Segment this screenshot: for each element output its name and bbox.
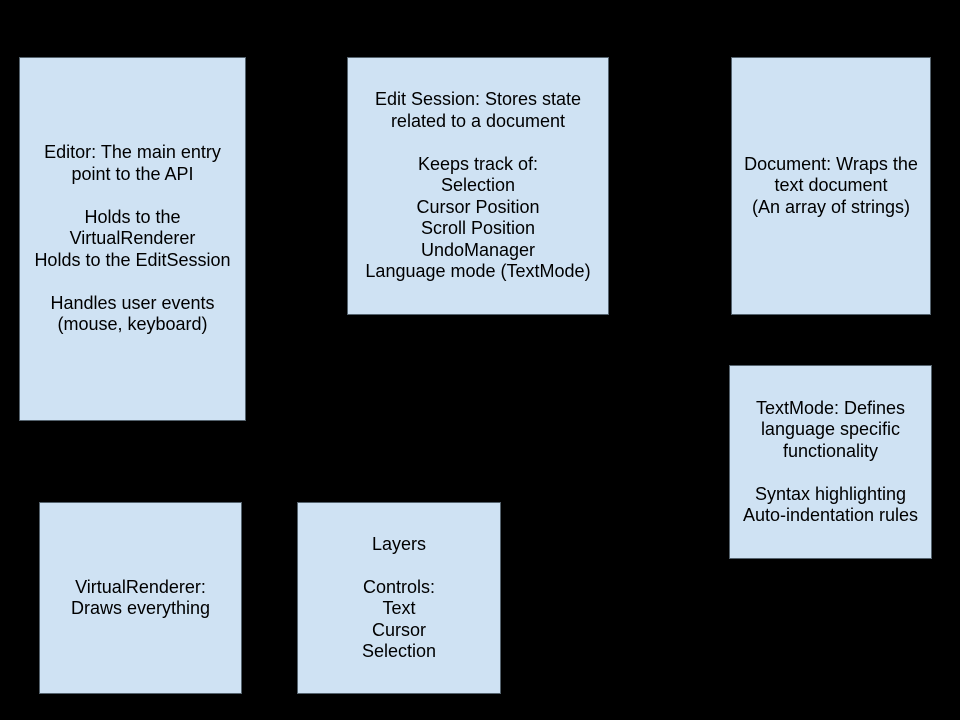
text-line: Layers [371,533,427,554]
virtual-renderer-box-text [40,577,241,620]
text-line: Holds to the [84,206,181,227]
text-line: Holds to the EditSession [34,249,231,270]
text-line: (An array of strings) [751,196,911,217]
text-line: language specific [760,419,901,439]
textmode-box [729,365,932,559]
text-line: Edit Session: Stores state [374,89,582,110]
text-line: VirtualRenderer [69,228,196,249]
textmode-box-text [730,398,931,527]
text-line: Auto-indentation rules [742,505,919,525]
text-line: point to the API [71,163,194,184]
text-line [298,555,500,577]
text-line: functionality [782,440,879,461]
text-line: UndoManager [420,239,536,260]
text-line: Selection [440,175,516,196]
edit-session-box [347,57,609,315]
text-line: Cursor [371,619,426,640]
edit-session-box-text [348,89,608,283]
text-line: TextMode: Defines [755,397,906,418]
virtual-renderer-box [39,502,242,694]
layers-box [297,502,501,694]
editor-box-text [20,142,245,336]
text-line: VirtualRenderer: [75,576,206,597]
text-line: Handles user events [50,292,215,313]
text-line: Syntax highlighting [754,483,907,504]
text-line: text document [774,175,888,196]
text-line: Selection [361,641,437,661]
text-line: Scroll Position [420,218,536,239]
text-line: Language mode (TextMode) [365,261,591,282]
text-line [730,462,931,484]
text-line: (mouse, keyboard) [57,314,208,335]
text-line: related to a document [390,110,566,131]
document-box-text [732,154,930,219]
text-line: Document: Wraps the [744,153,918,174]
text-line [20,185,245,207]
text-line [20,271,245,293]
document-box [731,57,931,315]
layers-box-text [298,534,500,663]
text-line: Controls: [362,576,436,597]
text-line: Draws everything [70,598,211,618]
text-line: Text [382,598,416,618]
editor-box [19,57,246,421]
text-line: Keeps track of: [417,153,539,174]
text-line: Editor: The main entry [44,142,221,163]
text-line: Cursor Position [416,196,540,217]
text-line [348,132,608,154]
